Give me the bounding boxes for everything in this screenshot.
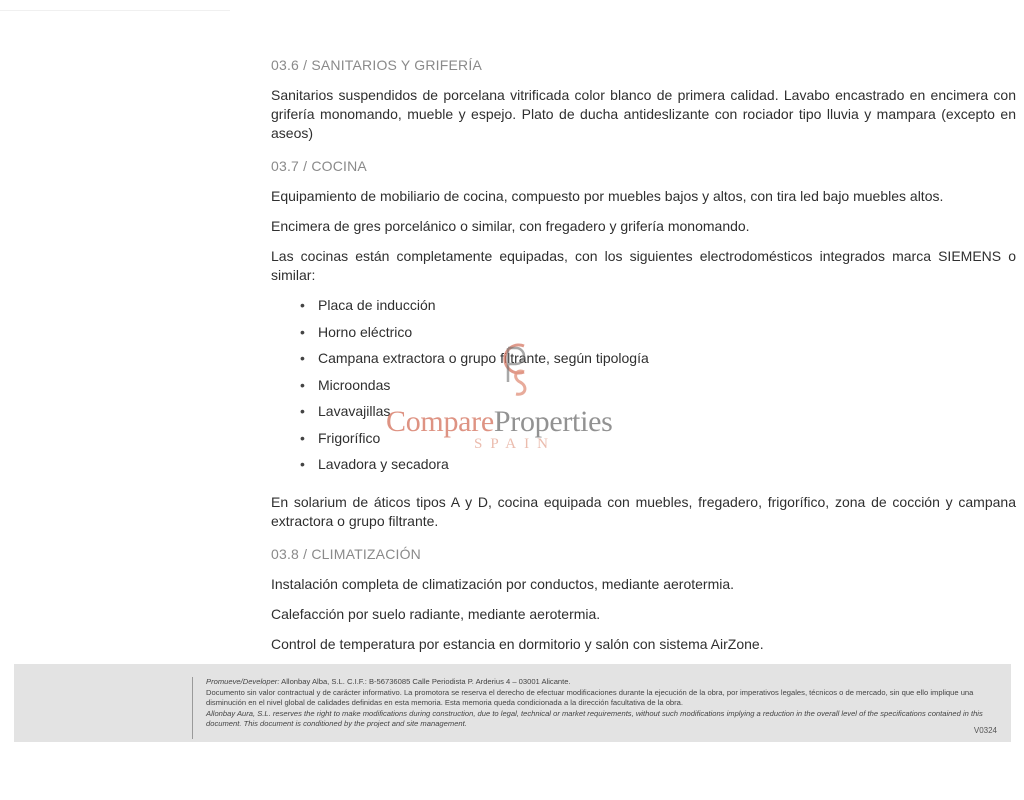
bullet-icon: •	[300, 403, 305, 419]
bullet-icon: •	[300, 429, 305, 446]
disclaimer-es: Documento sin valor contractual y de carácter informativo. La promotora se reserva el derecho de efectuar modificaciones durante la ejecución de la obra, por imperativos legales, técnicos o de mercado, sin que ello implique una disminución en el nivel global de calidades definidas en esta memoria. Esta memoria queda condicionada a la dirección facultativa de la obra.	[206, 687, 974, 708]
watermark-word-properties: Properties	[493, 405, 613, 438]
paragraph: Encimera de gres porcelánico o similar, con fregadero y grifería monomando.	[271, 218, 750, 234]
list-item	[271, 376, 1016, 403]
list-item	[271, 296, 1016, 323]
specifications-content	[271, 56, 1016, 668]
paragraph: En solarium de áticos tipos A y D, cocina equipada con muebles, fregadero, frigorífico, zona de cocción y campana extractora o grupo filtrante.	[271, 493, 1016, 529]
developer-text: Allonbay Alba, S.L. C.I.F.: B-56736085 Calle Periodista P. Arderius 4 – 03001 Alicante.	[279, 677, 571, 686]
version-code: V0324	[973, 726, 997, 735]
paragraph: Instalación completa de climatización por conductos, mediante aerotermia.	[271, 575, 735, 592]
section-climatizacion	[271, 545, 1016, 654]
section-sanitarios	[271, 56, 1016, 143]
paragraph: Sanitarios suspendidos de porcelana vitrificada color blanco de primera calidad. Lavabo encastrado en encimera con grifería monomando, mueble y espejo. Plato de ducha antideslizante con rociador tipo lluvia y mampara (excepto en aseos)	[271, 87, 1016, 141]
footer-text	[206, 677, 1006, 730]
list-item	[271, 349, 1016, 376]
bullet-icon: •	[300, 350, 305, 366]
list-item-text: Horno eléctrico	[318, 323, 413, 340]
bullet-icon: •	[300, 323, 305, 340]
bullet-icon: •	[300, 376, 305, 393]
appliance-list	[271, 296, 1016, 482]
paragraph: Calefacción por suelo radiante, mediante aerotermia.	[271, 605, 601, 622]
list-item	[271, 323, 1016, 350]
watermark-word-spain: SPAIN	[474, 436, 556, 452]
list-item	[271, 429, 1016, 456]
list-item	[271, 402, 1016, 429]
watermark-word-compare: Compare	[386, 405, 494, 438]
section-title: 03.6 / SANITARIOS Y GRIFERÍA	[271, 57, 482, 73]
developer-label: Promueve/Developer:	[206, 677, 280, 686]
top-divider	[0, 10, 230, 11]
list-item-text: Microondas	[318, 376, 391, 393]
list-item-text: Lavadora y secadora	[318, 456, 449, 472]
bullet-icon: •	[300, 297, 305, 313]
list-item-text: Campana extractora o grupo filtrante, según tipología	[318, 350, 649, 366]
footer-divider	[192, 677, 193, 739]
section-title: 03.7 / COCINA	[271, 158, 367, 174]
paragraph: Control de temperatura por estancia en dormitorio y salón con sistema AirZone.	[271, 635, 764, 652]
section-cocina	[271, 157, 1016, 531]
list-item-text: Frigorífico	[318, 429, 381, 446]
paragraph: Equipamiento de mobiliario de cocina, compuesto por muebles bajos y altos, con tira led bajo muebles altos.	[271, 188, 944, 204]
list-item	[271, 455, 1016, 482]
paragraph: Las cocinas están completamente equipadas, con los siguientes electrodomésticos integrados marca SIEMENS o similar:	[271, 248, 1016, 283]
legal-footer	[14, 664, 1011, 742]
section-title: 03.8 / CLIMATIZACIÓN	[271, 545, 421, 562]
bullet-icon: •	[300, 456, 305, 472]
list-item-text: Placa de inducción	[318, 297, 436, 313]
list-item-text: Lavavajillas	[318, 403, 391, 419]
developer-line	[206, 677, 1006, 688]
disclaimer-en: Allonbay Aura, S.L. reserves the right to make modifications during construction, due to legal, technical or market requirements, without such modifications implying a reduction in the overall level of the specifications contained in this document. This document is conditioned by the project and site management.	[206, 708, 983, 729]
